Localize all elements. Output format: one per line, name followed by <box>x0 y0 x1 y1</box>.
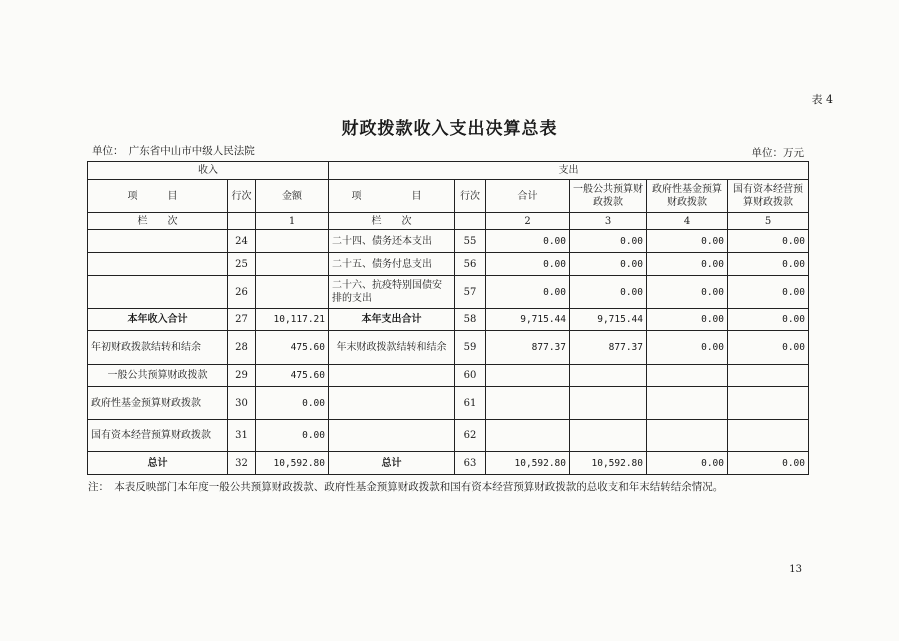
header-total: 合计 <box>486 180 570 213</box>
unit-currency: 单位：万元 <box>751 147 804 159</box>
cell-total <box>486 387 570 420</box>
cell-expense-item: 二十四、债务还本支出 <box>329 230 455 253</box>
header-gov-fund: 政府性基金预算财政拨款 <box>647 180 728 213</box>
cell-capital: 0.00 <box>728 253 809 276</box>
cell-expense-item <box>329 365 455 387</box>
cell-expense-item <box>329 387 455 420</box>
cell-income-amount: 0.00 <box>256 420 329 452</box>
colnum-amount: 1 <box>256 213 329 230</box>
cell-fund <box>647 387 728 420</box>
cell-income-rowno: 24 <box>228 230 256 253</box>
cell-capital: 0.00 <box>728 276 809 309</box>
budget-table <box>87 161 809 475</box>
cell-expense-item: 本年支出合计 <box>329 309 455 331</box>
table-row <box>88 452 809 475</box>
header-general-budget: 一般公共预算财政拨款 <box>570 180 647 213</box>
colnum-empty <box>455 213 486 230</box>
cell-fund: 0.00 <box>647 452 728 475</box>
cell-income-amount <box>256 253 329 276</box>
cell-income-amount: 475.60 <box>256 331 329 365</box>
cell-income-item: 一般公共预算财政拨款 <box>88 365 228 387</box>
table-row <box>88 365 809 387</box>
cell-expense-item: 二十五、债务付息支出 <box>329 253 455 276</box>
section-header-row <box>88 162 809 180</box>
table-row <box>88 230 809 253</box>
cell-income-item <box>88 230 228 253</box>
cell-income-rowno: 29 <box>228 365 256 387</box>
cell-income-rowno: 25 <box>228 253 256 276</box>
header-rowno-right: 行次 <box>455 180 486 213</box>
colnum-total: 2 <box>486 213 570 230</box>
cell-expense-rowno: 57 <box>455 276 486 309</box>
column-header-row <box>88 180 809 213</box>
footnote: 注： 本表反映部门本年度一般公共预算财政拨款、政府性基金预算财政拨款和国有资本经营预算财政拨款的总收支和年末结转结余情况。 <box>88 481 724 493</box>
cell-fund: 0.00 <box>647 309 728 331</box>
cell-general: 10,592.80 <box>570 452 647 475</box>
cell-income-amount <box>256 276 329 309</box>
page-number: 13 <box>789 564 802 575</box>
cell-expense-rowno: 58 <box>455 309 486 331</box>
cell-expense-rowno: 60 <box>455 365 486 387</box>
cell-general: 877.37 <box>570 331 647 365</box>
header-state-capital: 国有资本经营预算财政拨款 <box>728 180 809 213</box>
cell-total: 9,715.44 <box>486 309 570 331</box>
cell-income-item <box>88 253 228 276</box>
cell-general <box>570 387 647 420</box>
cell-capital <box>728 420 809 452</box>
cell-total: 10,592.80 <box>486 452 570 475</box>
table-row <box>88 253 809 276</box>
cell-income-item <box>88 276 228 309</box>
cell-expense-item: 二十六、抗疫特别国债安排的支出 <box>329 276 455 309</box>
cell-capital <box>728 387 809 420</box>
cell-expense-rowno: 59 <box>455 331 486 365</box>
cell-general: 0.00 <box>570 230 647 253</box>
cell-capital <box>728 365 809 387</box>
cell-total: 0.00 <box>486 253 570 276</box>
header-amount: 金额 <box>256 180 329 213</box>
section-income: 收入 <box>88 162 329 180</box>
cell-income-item: 本年收入合计 <box>88 309 228 331</box>
colnum-label-right: 栏 次 <box>329 213 455 230</box>
cell-expense-rowno: 63 <box>455 452 486 475</box>
table-row <box>88 309 809 331</box>
cell-total: 0.00 <box>486 230 570 253</box>
cell-income-amount: 10,117.21 <box>256 309 329 331</box>
cell-expense-item <box>329 420 455 452</box>
cell-fund <box>647 420 728 452</box>
section-expense: 支出 <box>329 162 809 180</box>
cell-income-rowno: 30 <box>228 387 256 420</box>
colnum-general: 3 <box>570 213 647 230</box>
colnum-empty <box>228 213 256 230</box>
cell-income-item: 国有资本经营预算财政拨款 <box>88 420 228 452</box>
cell-expense-rowno: 62 <box>455 420 486 452</box>
cell-total: 877.37 <box>486 331 570 365</box>
cell-general <box>570 365 647 387</box>
cell-capital: 0.00 <box>728 331 809 365</box>
cell-capital: 0.00 <box>728 309 809 331</box>
cell-income-rowno: 28 <box>228 331 256 365</box>
cell-expense-item: 总计 <box>329 452 455 475</box>
cell-general: 9,715.44 <box>570 309 647 331</box>
table-row <box>88 387 809 420</box>
header-item-right: 项 目 <box>329 180 455 213</box>
cell-total <box>486 365 570 387</box>
cell-income-rowno: 32 <box>228 452 256 475</box>
cell-general: 0.00 <box>570 253 647 276</box>
table-row <box>88 276 809 309</box>
cell-fund <box>647 365 728 387</box>
cell-fund: 0.00 <box>647 276 728 309</box>
cell-expense-item: 年末财政拨款结转和结余 <box>329 331 455 365</box>
unit-organization: 单位： 广东省中山市中级人民法院 <box>92 145 255 157</box>
cell-income-amount: 10,592.80 <box>256 452 329 475</box>
cell-general <box>570 420 647 452</box>
cell-total: 0.00 <box>486 276 570 309</box>
header-rowno-left: 行次 <box>228 180 256 213</box>
cell-fund: 0.00 <box>647 230 728 253</box>
header-item-left: 项 目 <box>88 180 228 213</box>
cell-expense-rowno: 55 <box>455 230 486 253</box>
table-row <box>88 420 809 452</box>
colnum-label-left: 栏 次 <box>88 213 228 230</box>
page-title: 财政拨款收入支出决算总表 <box>341 119 558 139</box>
cell-fund: 0.00 <box>647 253 728 276</box>
cell-income-item: 年初财政拨款结转和结余 <box>88 331 228 365</box>
cell-income-item: 总计 <box>88 452 228 475</box>
cell-expense-rowno: 56 <box>455 253 486 276</box>
cell-income-amount: 475.60 <box>256 365 329 387</box>
cell-income-amount <box>256 230 329 253</box>
cell-income-rowno: 26 <box>228 276 256 309</box>
colnum-fund: 4 <box>647 213 728 230</box>
table-row <box>88 331 809 365</box>
cell-general: 0.00 <box>570 276 647 309</box>
cell-income-amount: 0.00 <box>256 387 329 420</box>
cell-total <box>486 420 570 452</box>
cell-income-rowno: 27 <box>228 309 256 331</box>
cell-expense-rowno: 61 <box>455 387 486 420</box>
cell-fund: 0.00 <box>647 331 728 365</box>
cell-capital: 0.00 <box>728 452 809 475</box>
cell-income-item: 政府性基金预算财政拨款 <box>88 387 228 420</box>
colnum-capital: 5 <box>728 213 809 230</box>
column-number-row <box>88 213 809 230</box>
cell-income-rowno: 31 <box>228 420 256 452</box>
cell-capital: 0.00 <box>728 230 809 253</box>
table-label: 表 4 <box>811 93 833 106</box>
